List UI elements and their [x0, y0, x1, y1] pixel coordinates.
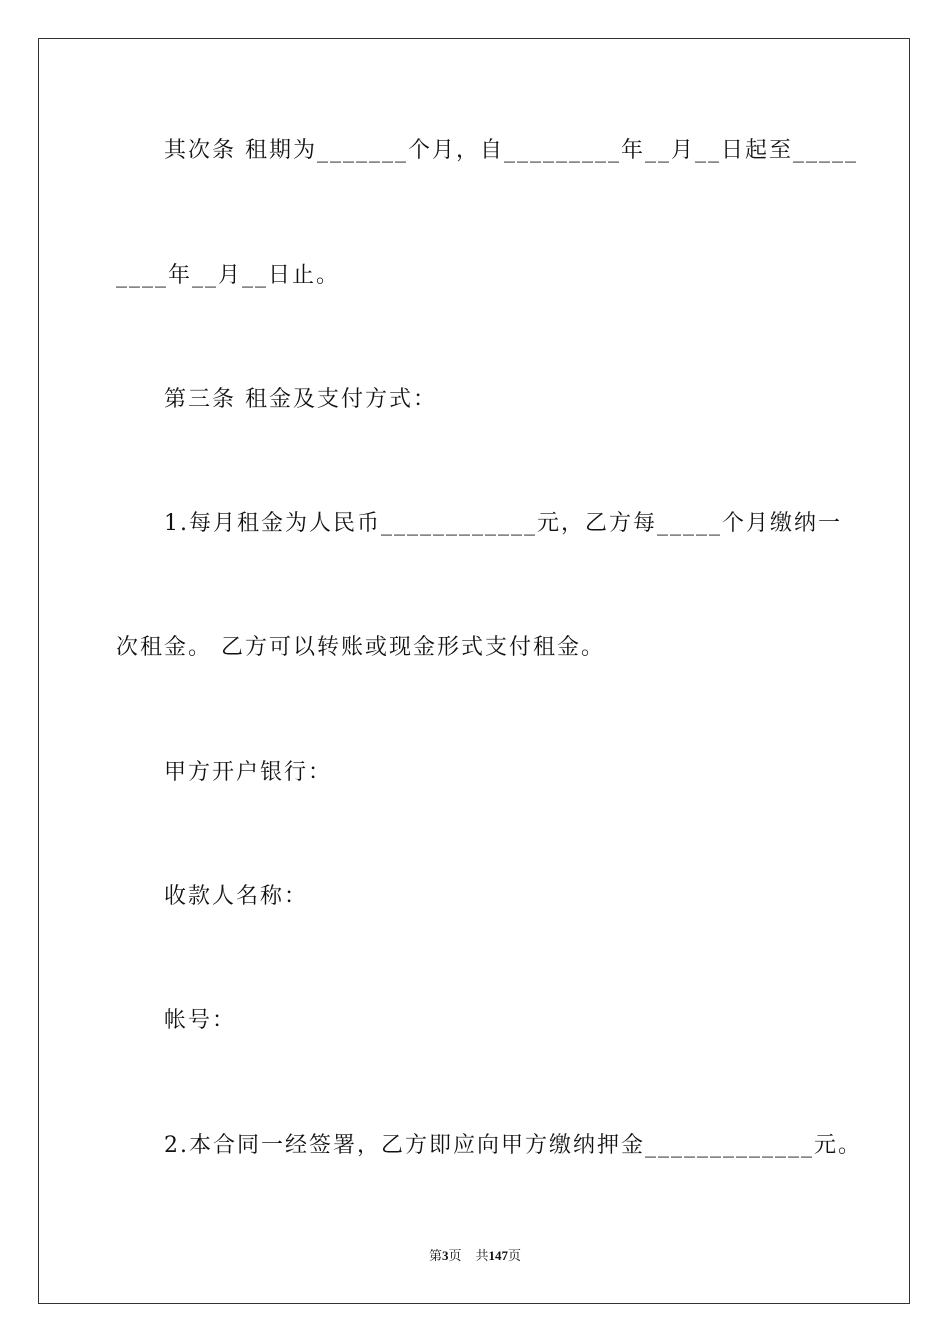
clause-2-term-line-1: 其次条 租期为_______个月，自_________年__月__日起至_____ [164, 138, 858, 163]
page-border [38, 38, 910, 1304]
page-footer [0, 1247, 950, 1265]
bank-name-label: 甲方开户银行： [164, 760, 333, 785]
rent-amount-line-2: 次租金。 乙方可以转账或现金形式支付租金。 [116, 635, 605, 660]
rent-amount-line-1: 1.每月租金为人民币____________元，乙方每_____个月缴纳一 [164, 511, 842, 536]
clause-3-heading: 第三条 租金及支付方式： [164, 387, 437, 412]
page-prefix: 第 [428, 1248, 442, 1263]
clause-2-term-line-2: ____年__月__日止。 [116, 263, 341, 288]
account-number-label: 帐号： [164, 1008, 237, 1033]
deposit-line: 2.本合同一经签署，乙方即应向甲方缴纳押金_____________元。 [164, 1133, 862, 1158]
total-prefix: 共 [475, 1248, 489, 1263]
payee-name-label: 收款人名称： [164, 884, 309, 909]
total-pages: 147 [488, 1248, 509, 1263]
page-number: 3 [441, 1248, 449, 1263]
page-suffix: 页 [448, 1248, 462, 1263]
total-suffix: 页 [508, 1248, 522, 1263]
